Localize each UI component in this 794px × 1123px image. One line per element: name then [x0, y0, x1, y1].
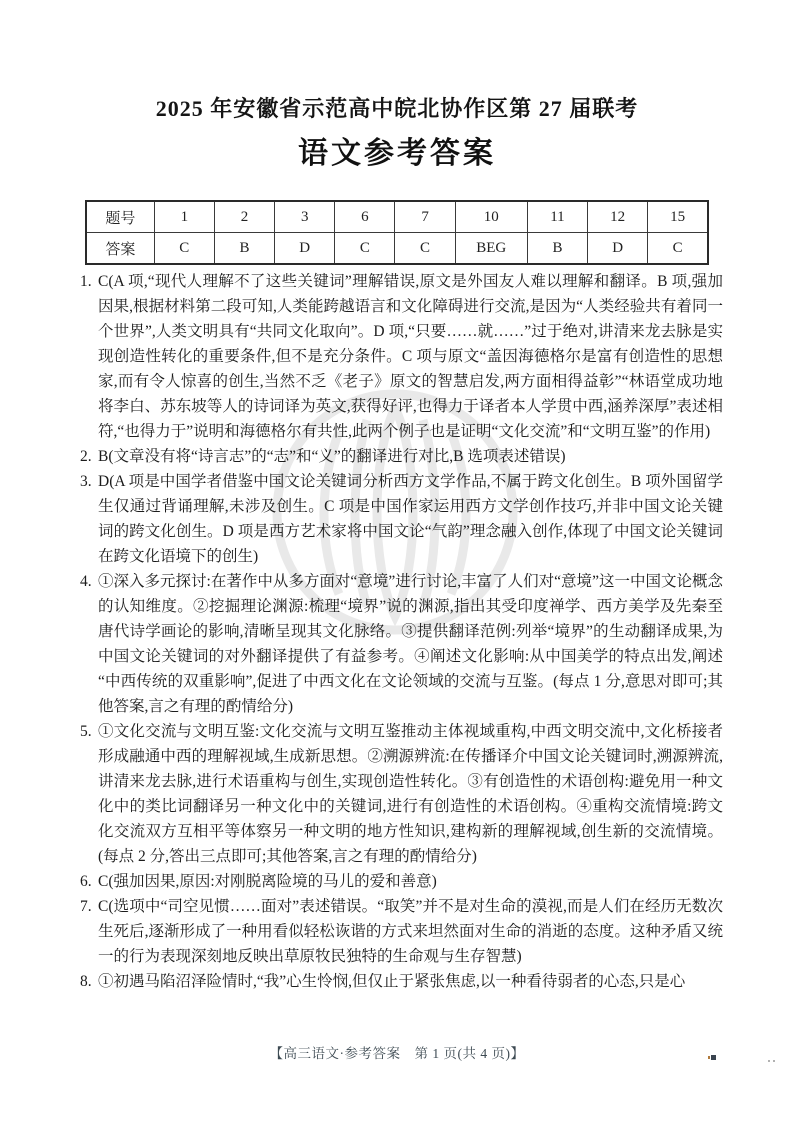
- answer-item-7: [80, 894, 723, 969]
- answer-cell: C: [335, 233, 395, 265]
- question-number-cell: 1: [154, 201, 214, 233]
- question-number-cell: 11: [527, 201, 587, 233]
- answer-cell: C: [648, 233, 708, 265]
- answer-cell: D: [588, 233, 648, 265]
- item-text: ①深入多元探讨:在著作中从多方面对“意境”进行讨论,丰富了人们对“意境”这一中国文论概念的认知维度。②挖掘理论渊源:梳理“境界”说的渊源,指出其受印度禅学、西方美学及先秦至唐代诗学画论的影响,清晰呈现其文化脉络。③提供翻译范例:列举“境界”的生动翻译成果,为中国文论关键词的对外翻译提供了有益参考。④阐述文化影响:从中国美学的特点出发,阐述“中西传统的双重影响”,促进了中西文化在文论领域的交流与互鉴。(每点 1 分,意思对即可;其他答案,言之有理的酌情给分): [98, 573, 723, 715]
- item-text: C(A 项,“现代人理解不了这些关键词”理解错误,原文是外国友人难以理解和翻译。B 项,强加因果,根据材料第二段可知,人类能跨越语言和文化障碍进行交流,是因为“人类经验共有着同一个世界”,人类文明具有“共同文化取向”。D 项,“只要……就……”过于绝对,讲清来龙去脉是实现创造性转化的重要条件,但不是充分条件。C 项与原文“盖因海德格尔是富有创造性的思想家,而有令人惊喜的创生,当然不乏《老子》原文的智慧启发,两方面相得益彰”“林语堂成功地将李白、苏东坡等人的诗词译为英文,获得好评,也得力于译者本人学贯中西,涵养深厚”表述相符,“也得力于”说明和海德格尔有共性,此两个例子也是证明“文化交流”和“文明互鉴”的作用): [98, 273, 723, 440]
- question-number-cell: 12: [588, 201, 648, 233]
- item-text: B(文章没有将“诗言志”的“志”和“义”的翻译进行对比,B 选项表述错误): [98, 448, 566, 465]
- answer-cell: B: [527, 233, 587, 265]
- page-footer: 【高三语文·参考答案 第 1 页(共 4 页)】: [269, 1046, 525, 1061]
- page-subtitle: 语文参考答案: [298, 137, 496, 170]
- item-number: 1.: [80, 273, 92, 290]
- row-label-question: 题号: [86, 201, 154, 233]
- answer-cell: B: [214, 233, 274, 265]
- scan-artifact-dots: [768, 1060, 778, 1063]
- question-number-cell: 2: [214, 201, 274, 233]
- question-number-cell: 7: [395, 201, 455, 233]
- answer-key-table: [85, 200, 709, 265]
- item-text: D(A 项是中国学者借鉴中国文论关键词分析西方文学作品,不属于跨文化创生。B 项外国留学生仅通过背诵理解,未涉及创生。C 项是中国作家运用西方文学创作技巧,并非中国文论关键词的跨文化创生。D 项是西方艺术家将中国文论“气韵”理念融入创作,体现了中国文论关键词在跨文化语境下的创生): [98, 473, 723, 565]
- question-number-cell: 3: [275, 201, 335, 233]
- item-text: C(选项中“司空见惯……面对”表述错误。“取笑”并不是对生命的漠视,而是人们在经历无数次生死后,逐渐形成了一种用看似轻松诙谐的方式来坦然面对生命的消逝的态度。这种矛盾又统一的行为表现深刻地反映出草原牧民独特的生命观与生存智慧): [98, 898, 723, 965]
- answer-item-3: [80, 469, 723, 569]
- item-number: 4.: [80, 573, 92, 590]
- answer-item-5: [80, 719, 723, 869]
- answer-item-1: [80, 269, 723, 444]
- question-number-cell: 6: [335, 201, 395, 233]
- answer-cell: C: [154, 233, 214, 265]
- item-number: 8.: [80, 973, 92, 990]
- item-text: ①初遇马陷沼泽险情时,“我”心生怜悯,但仅止于紧张焦虑,以一种看待弱者的心态,只是心: [98, 973, 686, 990]
- answer-item-6: [80, 869, 723, 894]
- answer-explanations: [80, 269, 723, 994]
- item-number: 6.: [80, 873, 92, 890]
- item-text: C(强加因果,原因:对刚脱离险境的马儿的爱和善意): [98, 873, 437, 890]
- answer-cell: D: [275, 233, 335, 265]
- item-text: ①文化交流与文明互鉴:文化交流与文明互鉴推动主体视域重构,中西文明交流中,文化桥接者形成融通中西的理解视域,生成新思想。②溯源辨流:在传播译介中国文论关键词时,溯源辨流,讲清来龙去脉,进行术语重构与创生,实现创造性转化。③有创造性的术语创构:避免用一种文化中的类比词翻译另一种文化中的关键词,进行有创造性的术语创构。④重构交流情境:跨文化交流双方互相平等体察另一种文明的地方性知识,建构新的理解视域,创生新的交流情境。(每点 2 分,答出三点即可;其他答案,言之有理的酌情给分): [98, 723, 723, 865]
- question-number-row: [86, 201, 708, 233]
- answer-item-8: [80, 969, 723, 994]
- item-number: 7.: [80, 898, 92, 915]
- answer-cell: BEG: [455, 233, 527, 265]
- answer-row: [86, 233, 708, 265]
- item-number: 3.: [80, 473, 92, 490]
- item-number: 5.: [80, 723, 92, 740]
- item-number: 2.: [80, 448, 92, 465]
- exam-title: 2025 年安徽省示范高中皖北协作区第 27 届联考: [155, 96, 639, 121]
- answer-item-4: [80, 569, 723, 719]
- scan-artifact-speck: [708, 1055, 716, 1060]
- row-label-answer: 答案: [86, 233, 154, 265]
- answer-cell: C: [395, 233, 455, 265]
- answer-item-2: [80, 444, 723, 469]
- question-number-cell: 10: [455, 201, 527, 233]
- question-number-cell: 15: [648, 201, 708, 233]
